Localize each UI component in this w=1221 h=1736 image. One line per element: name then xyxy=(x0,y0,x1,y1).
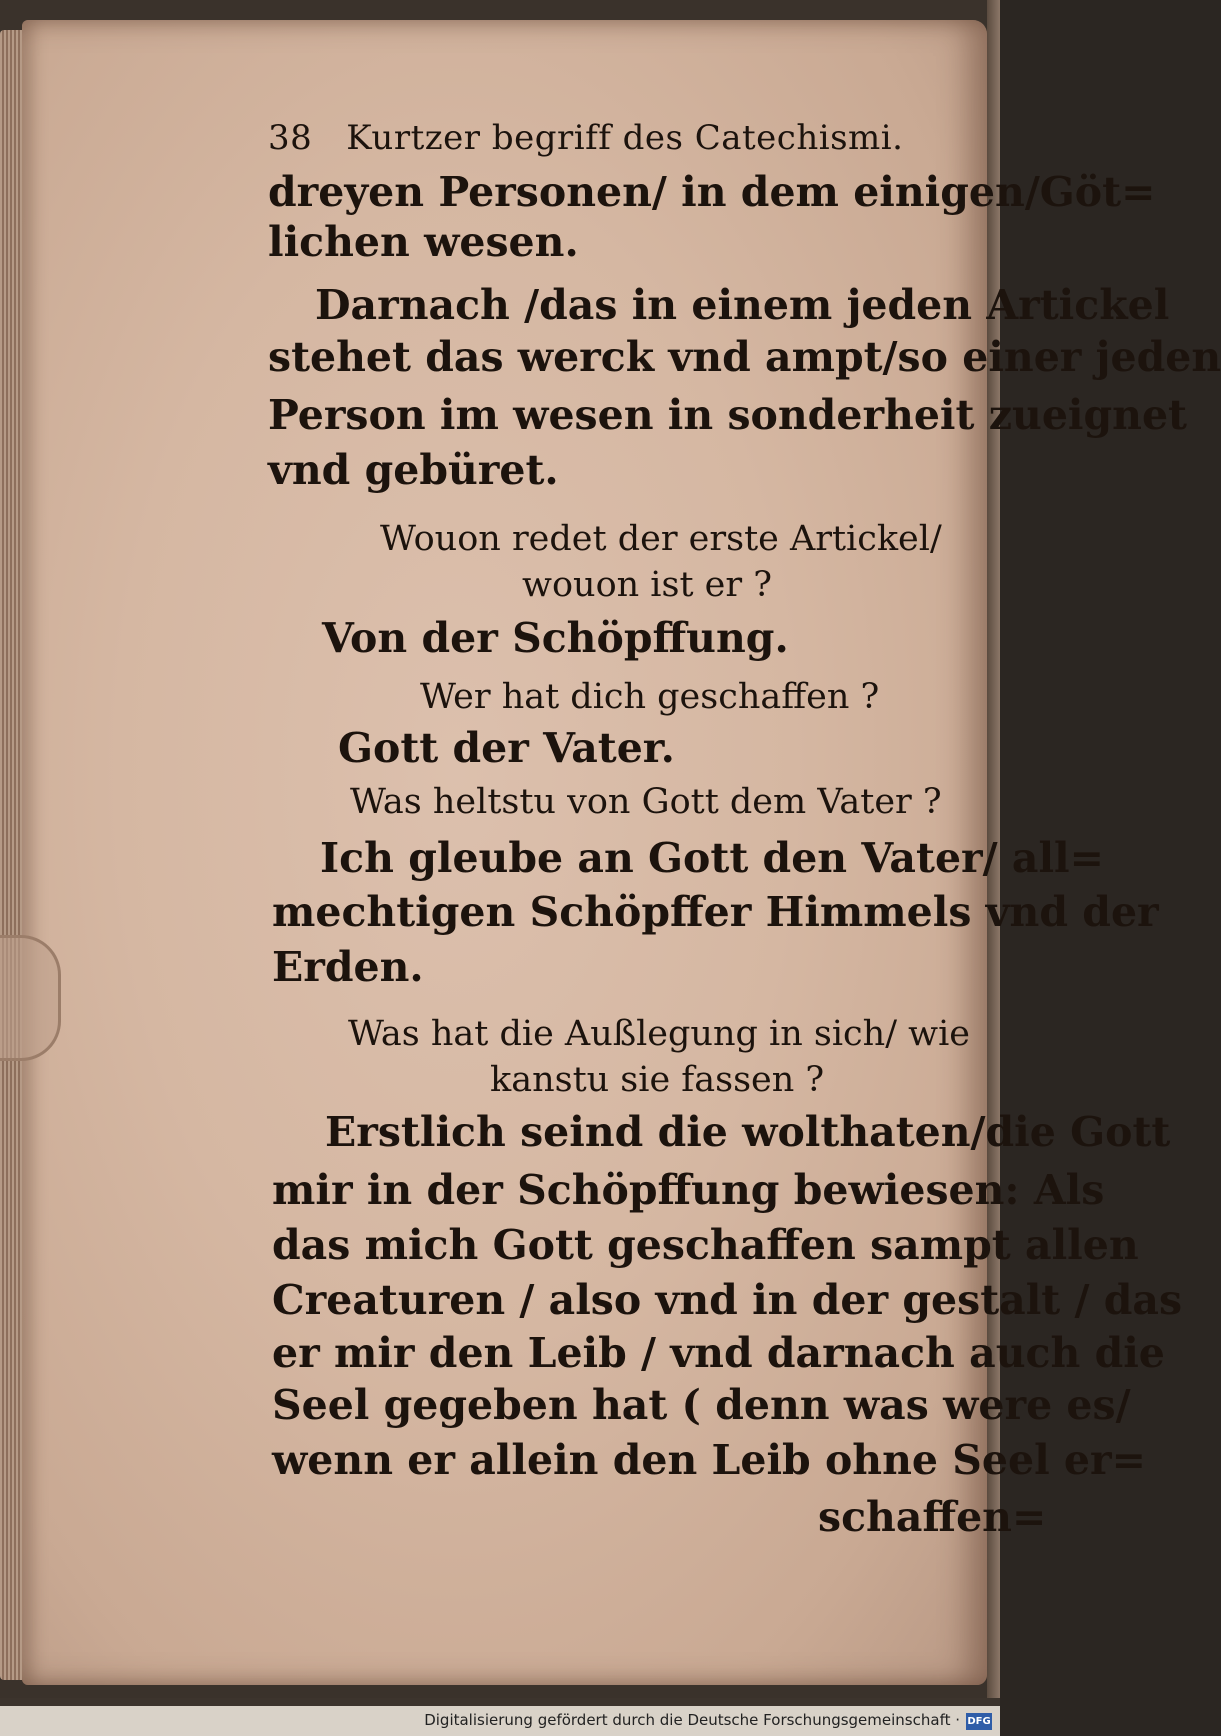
footer-credit: Digitalisierung gefördert durch die Deutsche Forschungsgemeinschaft · xyxy=(424,1711,960,1729)
text-line: vnd gebüret. xyxy=(268,446,559,494)
text-line: Person im wesen in sonderheit zueignet xyxy=(268,391,1187,439)
question-line: kanstu sie fassen ? xyxy=(490,1060,825,1100)
text-line: Erden. xyxy=(272,943,424,991)
text-line: mir in der Schöpffung bewiesen: Als xyxy=(272,1166,1105,1214)
page-number: 38 xyxy=(268,118,313,158)
dfg-logo: DFG xyxy=(966,1713,992,1730)
running-header xyxy=(268,118,903,158)
text-line: Darnach /das in einem jeden Artickel xyxy=(315,281,1170,329)
catchword: schaffen= xyxy=(818,1493,1047,1541)
answer-line: Von der Schöpffung. xyxy=(322,614,789,662)
running-title: Kurtzer begriff des Catechismi. xyxy=(346,118,904,158)
question-line: wouon ist er ? xyxy=(522,565,772,605)
text-line: Ich gleube an Gott den Vater/ all= xyxy=(320,834,1104,882)
book-clasp xyxy=(0,935,61,1061)
question-line: Wer hat dich geschaffen ? xyxy=(420,677,880,717)
text-line: stehet das werck vnd ampt/so einer jeden xyxy=(268,333,1221,381)
text-line: lichen wesen. xyxy=(268,218,579,266)
page-stack-edges xyxy=(0,30,22,1680)
text-line: Erstlich seind die wolthaten/die Gott xyxy=(325,1108,1171,1156)
question-line: Was heltstu von Gott dem Vater ? xyxy=(350,782,942,822)
text-line: er mir den Leib / vnd darnach auch die xyxy=(272,1329,1165,1377)
text-line: das mich Gott geschaffen sampt allen xyxy=(272,1221,1139,1269)
question-line: Was hat die Außlegung in sich/ wie xyxy=(348,1014,970,1054)
text-line: mechtigen Schöpffer Himmels vnd der xyxy=(272,888,1159,936)
footer-divider xyxy=(0,1698,1000,1706)
answer-line: Gott der Vater. xyxy=(338,724,675,772)
text-line: wenn er allein den Leib ohne Seel er= xyxy=(272,1436,1146,1484)
text-line: Creaturen / also vnd in der gestalt / das xyxy=(272,1276,1183,1324)
text-line: dreyen Personen/ in dem einigen/Göt= xyxy=(268,168,1156,216)
question-line: Wouon redet der erste Artickel/ xyxy=(380,519,942,559)
text-line: Seel gegeben hat ( denn was were es/ xyxy=(272,1381,1131,1429)
